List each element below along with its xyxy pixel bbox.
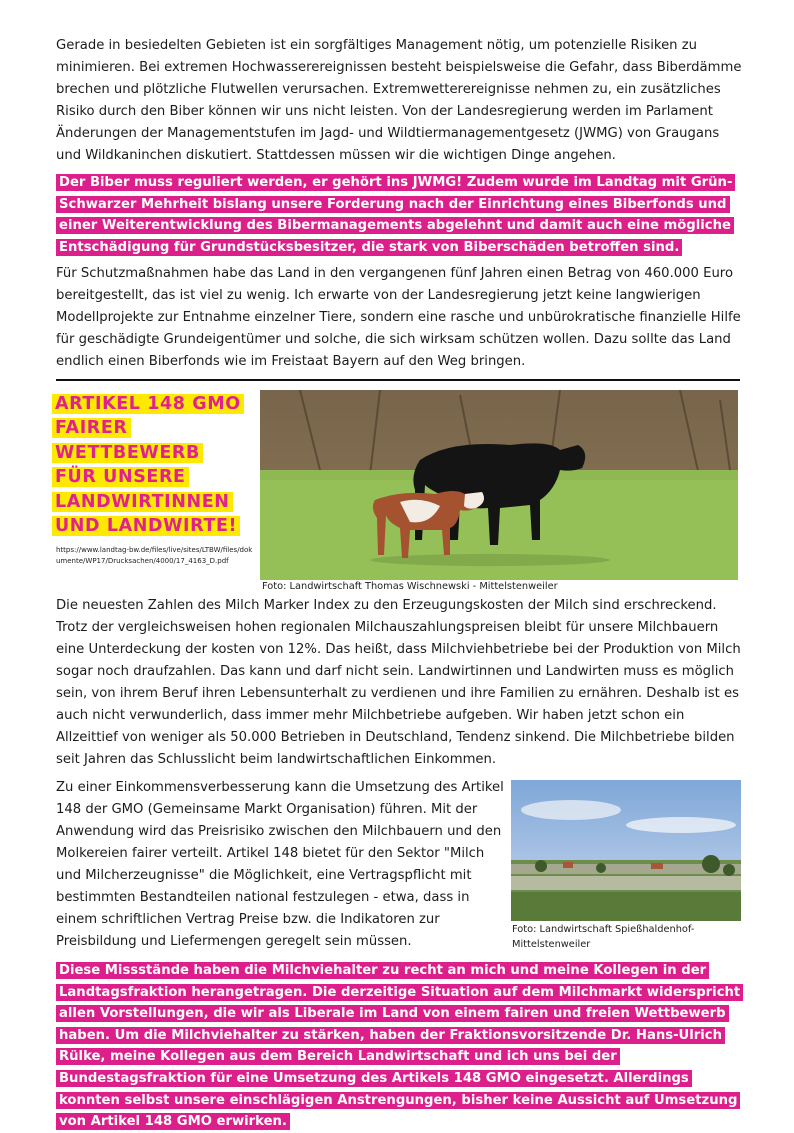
heading-line: UND LANDWIRTE! xyxy=(52,516,240,536)
farmland-photo xyxy=(511,780,741,921)
cow-and-calf-photo xyxy=(260,390,738,580)
intro-paragraph: Gerade in besiedelten Gebieten ist ein sorgfältiges Management nötig, um potenzielle Risiken zu minimieren. Bei extremen Hochwasserereignissen besteht beispielsweise die Gefahr, dass Biberdämme brechen und plötzliche Flutwellen verursachen. Extremwetterereignisse nehmen zu, ein zusätzliches Risiko durch den Biber können wir uns nicht leisten. Von der Landesregierung werden im Parlament Änderungen der Managementstufen im Jagd- und Wildtiermanagementgesetz (JWMG) von Graugans und Wildkaninchen diskutiert. Stattdessen müssen wir die wichtigen Dinge angehen. xyxy=(56,38,742,163)
artikel-paragraph: Zu einer Einkommensverbesserung kann die Umsetzung des Artikel 148 der GMO (Gemeinsame Markt Organisation) führen. Mit der Anwendung wird das Preisrisiko zwischen den Milchbauern und den Molkereien fairer verteilt. Artikel 148 bietet für den Sektor "Milch und Milcherzeugnisse" die Möglichkeit, eine Vertragspflicht mit bestimmten Bestandteilen national festzulegen - etwa, dass in einem schriftlichen Vertrag Preise bzw. die Indikatoren zur Preisbildung und Liefermengen geregelt sein müssen. xyxy=(56,780,504,949)
section-heading xyxy=(52,392,252,538)
heading-line: FÜR UNSERE xyxy=(52,467,189,487)
heading-line: LANDWIRTINNEN xyxy=(52,492,233,512)
section-divider xyxy=(56,379,740,381)
milch-paragraph: Die neuesten Zahlen des Milch Marker Index zu den Erzeugungskosten der Milch sind erschreckend. Trotz der vergleichsweisen hohen regionalen Milchauszahlungspreisen bleibt für unsere Milchbauern eine Unterdeckung der kosten von 12%. Das heißt, dass Milchviehbetriebe bei der Produktion von Milch sogar noch draufzahlen. Das kann und darf nicht sein. Landwirtinnen und Landwirten muss es möglich sein, von ihrem Beruf ihren Lebensunterhalt zu verdienen und ihre Familien zu ernähren. Deshalb ist es auch nicht verwunderlich, dass immer mehr Milchbetriebe aufgeben. Wir haben jetzt schon ein Allzeittief von weniger als 50.000 Betrieben in Deutschland, Tendenz sinkend. Die Milchbetriebe bilden seit Jahren das Schlusslicht beim landwirtschaftlichen Einkommen. xyxy=(56,598,741,767)
heading-line: WETTBEWERB xyxy=(52,443,203,463)
photo1-caption: Foto: Landwirtschaft Thomas Wischnewski - Mittelstenweiler xyxy=(262,581,558,592)
source-url[interactable]: https://www.landtag-bw.de/files/live/sites/LTBW/files/dokumente/WP17/Drucksachen/4000/17_4163_D.pdf xyxy=(56,546,253,565)
highlight-biber-block xyxy=(56,172,746,258)
heading-line: ARTIKEL 148 GMO xyxy=(52,394,244,414)
highlight-biber-text: Der Biber muss reguliert werden, er gehört ins JWMG! Zudem wurde im Landtag mit Grün-Schwarzer Mehrheit bislang unsere Forderung nach der Einrichtung eines Biberfonds und einer Weiterentwicklung des Bibermanagements abgelehnt und damit auch eine mögliche Entschädigung für Grundstücksbesitzer, die stark von Biberschäden betroffen sind. xyxy=(56,174,735,256)
heading-line: FAIRER xyxy=(52,418,131,438)
highlight-milch-block xyxy=(56,960,746,1133)
photo2-caption: Foto: Landwirtschaft Spießhaldenhof-Mittelstenweiler xyxy=(512,924,695,950)
schutz-paragraph: Für Schutzmaßnahmen habe das Land in den vergangenen fünf Jahren einen Betrag von 460.000 Euro bereitgestellt, das ist viel zu wenig. Ich erwarte von der Landesregierung jetzt keine langwierigen Modellprojekte zur Entnahme einzelner Tiere, sondern eine rasche und unbürokratische finanzielle Hilfe für geschädigte Grundeigentümer und solche, die sich wirksam schützen wollen. Dazu sollte das Land endlich einen Biberfonds wie im Freistaat Bayern auf den Weg bringen. xyxy=(56,266,741,369)
highlight-milch-text: Diese Missstände haben die Milchviehalter zu recht an mich und meine Kollegen in der Landtagsfraktion herangetragen. Die derzeitige Situation auf dem Milchmarkt widerspricht allen Vorstellungen, die wir als Liberale im Land von einem fairen und freien Wettbewerb haben. Um die Milchviehalter zu stärken, haben der Fraktionsvorsitzende Dr. Hans-Ulrich Rülke, meine Kollegen aus dem Bereich Landwirtschaft und ich uns bei der Bundestagsfraktion für eine Umsetzung des Artikels 148 GMO eingesetzt. Allerdings konnten selbst unsere einschlägigen Anstrengungen, bisher keine Aussicht auf Umsetzung von Artikel 148 GMO erwirken. xyxy=(56,962,743,1130)
